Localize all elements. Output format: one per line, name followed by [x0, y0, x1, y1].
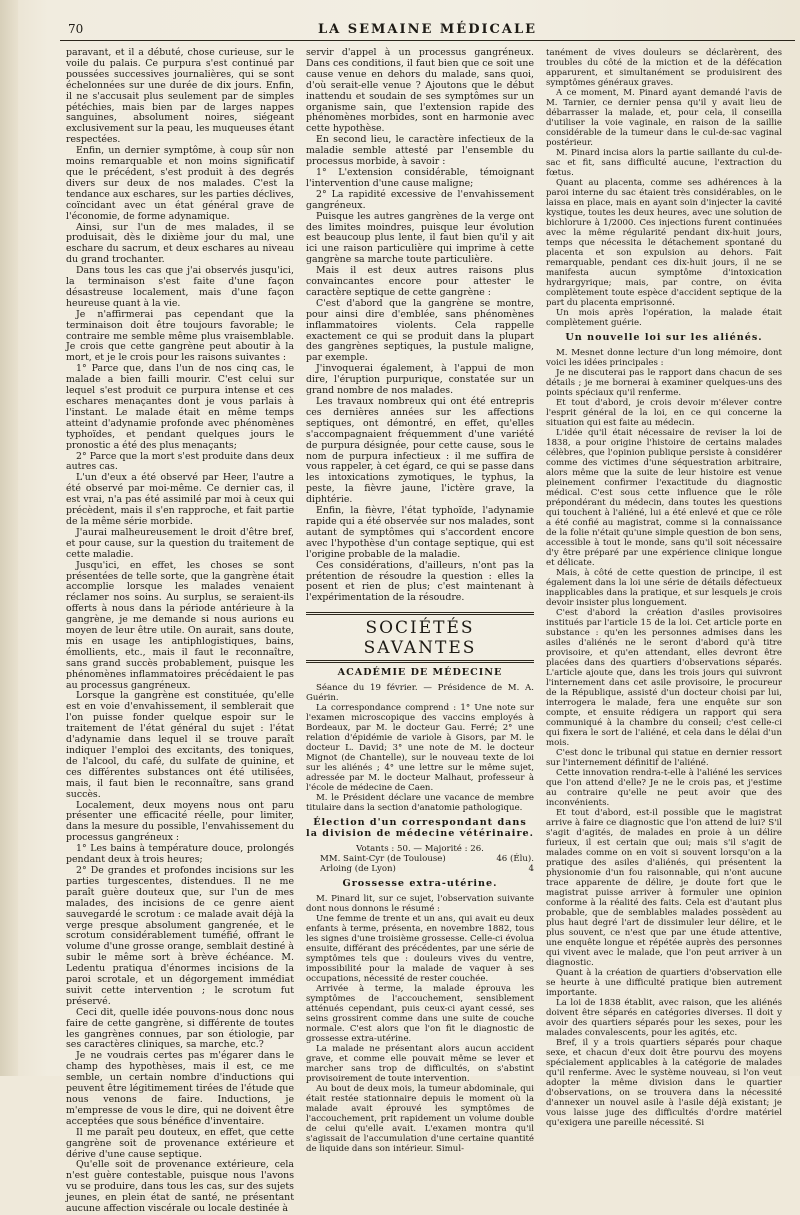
- paragraph: La malade ne présentant alors aucun accident grave, et comme elle pouvait même se lever et marcher sans trop de difficultés, on s'abstint provisoirement de toute intervention.: [306, 1044, 534, 1085]
- paragraph: Une femme de trente et un ans, qui avait eu deux enfants à terme, présenta, en novembre 1882, tous les signes d'une troisième grossesse. Celle-ci évolua ensuite, différant des précédentes, par une série de symptômes tels que : douleurs vives du ventre, impossibilité pour la malade de vaquer à ses occupations, nécessité de rester couchée.: [306, 914, 534, 985]
- paragraph: Bref, il y a trois quartiers séparés pour chaque sexe, et chacun d'eux doit être pourvu des moyens spécialement applicables à la catégorie de malades qu'il renferme. Avec le système nouveau, si l'on veut adopter la même division dans le quartier d'observations, on se trouvera dans la nécessité d'annexer un nouvel asile à l'asile déjà existant; je vous laisse juge des difficultés d'ordre matériel qu'exigera une pareille nécessité. Si: [546, 1038, 782, 1128]
- paragraph: 2° La rapidité excessive de l'envahissement gangréneux.: [306, 188, 534, 211]
- paragraph: Ainsi, sur l'un de mes malades, il se produisait, dès le dixième jour du mal, une eschare du sacrum, et deux eschares au niveau du grand trochanter.: [66, 221, 294, 266]
- column-2: [306, 47, 534, 1155]
- paragraph: 1° Les bains à température douce, prolongés pendant deux à trois heures;: [66, 843, 294, 866]
- paragraph: M. Pinard lit, sur ce sujet, l'observation suivante dont nous donnons le résumé :: [306, 894, 534, 915]
- paragraph: Dans tous les cas que j'ai observés jusqu'ici, la terminaison s'est faite d'une façon désastreuse localement, mais d'une façon heureuse quant à la vie.: [66, 265, 294, 309]
- paragraph: Au bout de deux mois, la tumeur abdominale, qui était restée stationnaire depuis le moment où la malade avait éprouvé les symptômes de l'accouchement, prit rapidement un volume double de celui qu'elle avait. L'examen montra qu'il s'agissait de l'accumulation d'une certaine quantité de liquide dans son intérieur. Simul-: [306, 1084, 534, 1155]
- paragraph: Et tout d'abord, est-il possible que le magistrat arrive à faire ce diagnostic que l'on attend de lui? S'il s'agit d'agités, de malades en proie à un délire furieux, il est certain que oui; mais s'il s'agit de malades comme on en voit si souvent lorsqu'on a la pratique des asiles d'aliénés, qui présentent la physionomie d'un fou raisonnable, qui n'ont aucune trace apparente de délire, je doute fort que le magistrat puisse arriver à formuler une opinion conforme à la réalité des faits. Cela est d'autant plus probable, que de semblables malades possèdent au plus haut degré l'art de dissimuler leur délire, et le plus souvent, ce n'est que par une étude attentive, une enquête longue et répétée auprès des personnes qui vivent avec le malade, que l'on peut arriver à un diagnostic.: [546, 808, 782, 968]
- paragraph: Jusqu'ici, en effet, les choses se sont présentées de telle sorte, que la gangrène était accomplie lorsque les malades venaient réclamer nos soins. Au surplus, se seraient-ils offerts à nous dans la période antérieure à la gangrène, je me demande si nous aurions eu moyen de leur être utile. On aurait, sans doute, mis en usage les antiphlogistiques, bains, émollients, etc., mais il faut le reconnaître, sans grand succès probablement, puisque les phénomènes inflammatoires précédaient le pas au processus gangréneux.: [66, 559, 294, 691]
- votants-line: Votants : 50. — Majorité : 26.: [356, 844, 484, 855]
- paragraph: Un mois après l'opération, la malade était complètement guérie.: [546, 308, 782, 328]
- correspondance-paragraph: La correspondance comprend : 1° Une note sur l'examen microscopique des vaccins employés à Bordeaux, par M. le docteur Gau. Ferré; 2° une relation d'épidémie de variole à Gisors, par M. le docteur L. David; 3° une note de M. le docteur Mignot (de Chantelle), sur le nouveau texte de loi sur les aliénés ; 4° une lettre sur le même sujet, adressée par M. le docteur Malhaut, professeur à l'école de médecine de Caen.: [306, 703, 534, 794]
- vote-count: 4: [528, 864, 534, 875]
- vote-row: [306, 854, 534, 864]
- paragraph: paravant, et il a débuté, chose curieuse, sur le voile du palais. Ce purpura s'est continué par poussées successives journalières, qui se sont échelonnées sur une durée de dix jours. Enfin, il ne s'accusait plus seulement par de simples pétéchies, mais bien par de larges nappes sanguines, absolument noires, siégeant exclusivement sur la peau, les muqueuses étant respectées.: [66, 47, 294, 146]
- vote-name: Arloing (de Lyon): [320, 864, 396, 875]
- paragraph: Enfin, un dernier symptôme, à coup sûr non moins remarquable et non moins significatif que le précédent, s'est produit à des degrés divers sur deux de nos malades. C'est la tendance aux eschares, sur les parties déclives, coïncidant avec un état général grave de l'économie, de forme adynamique.: [66, 145, 294, 222]
- paragraph: L'idée qu'il était nécessaire de reviser la loi de 1838, a pour origine l'histoire de certains malades célèbres, que l'opinion publique persiste à considérer comme des victimes d'une séquestration arbitraire, alors même que la suite de leur histoire est venue pleinement confirmer l'exactitude du diagnostic médical. C'est sous cette influence que le rôle prépondérant du médecin, dans toutes les questions qui touchent à l'aliéné, lui a été enlevé et que ce rôle a été confié au magistrat, comme si la connaissance de la folie n'était qu'une simple question de bon sens, accessible à tout le monde, sans qu'il soit nécessaire d'y être préparé par une expérience clinique longue et délicate.: [546, 428, 782, 568]
- paragraph: Enfin, la fièvre, l'état typhoïde, l'adynamie rapide qui a été observée sur nos malades, sont autant de symptômes qui s'accordent encore avec l'hypothèse d'un contage septique, qui est l'origine probable de la maladie.: [306, 505, 534, 560]
- paragraph: Je ne voudrais certes pas m'égarer dans le champ des hypothèses, mais il est, ce me semble, un certain nombre d'inductions qui peuvent être légitimement tirées de l'étude que nous venons de faire. Inductions, je m'empresse de vous le dire, qui ne doivent être acceptées que sous bénéfice d'inventaire.: [66, 1050, 294, 1127]
- paragraph: Lorsque la gangrène est constituée, qu'elle est en voie d'envahissement, il semblerait que l'on puisse fonder quelque espoir sur le traitement de l'état général du sujet : l'état d'adynamie dans lequel il se trouve paraît indiquer l'emploi des excitants, des toniques, de l'alcool, du café, du sulfate de quinine, et ces différentes substances ont été utilisées, mais, il faut bien le reconnaître, sans grand succès.: [66, 690, 294, 800]
- paragraph: A ce moment, M. Pinard ayant demandé l'avis de M. Tarnier, ce dernier pensa qu'il y avait lieu de débarrasser la malade, et, pour cela, il conseilla d'utiliser la voie vaginale, en raison de la saillie considérable de la tumeur dans le cul-de-sac vaginal postérieur.: [546, 88, 782, 148]
- journal-title: LA SEMAINE MÉDICALE: [317, 22, 538, 37]
- paragraph: Ceci dit, quelle idée pouvons-nous donc nous faire de cette gangrène, si différente de toutes les gangrènes connues, par son étiologie, par ses caractères cliniques, sa marche, etc.?: [66, 1006, 294, 1051]
- president-paragraph: M. le Président déclare une vacance de membre titulaire dans la section d'anatomie pathologique.: [306, 793, 534, 814]
- paragraph: Puisque les autres gangrènes de la verge ont des limites moindres, puisque leur évolution est beaucoup plus lente, il faut bien qu'il y ait ici une raison particulière qui imprime à cette gangrène sa marche toute particulière.: [306, 210, 534, 266]
- paragraph: Je n'affirmerai pas cependant que la terminaison doit être toujours favorable; le contraire me semble même plus vraisemblable. Je crois que cette gangrène peut aboutir à la mort, et je le crois pour les raisons suivantes :: [66, 308, 294, 364]
- vote-count: 46 (Élu).: [496, 854, 534, 865]
- paragraph: M. Pinard incisa alors la partie saillante du cul-de-sac et fit, sans difficulté aucune, l'extraction du fœtus.: [546, 148, 782, 178]
- paragraph: Quant à la création de quartiers d'observation elle se heurte à une difficulté pratique bien autrement importante.: [546, 968, 782, 998]
- paragraph: J'invoquerai également, à l'appui de mon dire, l'éruption purpurique, constatée sur un grand nombre de nos malades.: [306, 363, 534, 397]
- paragraph: Cette innovation rendra-t-elle à l'aliéné les services que l'on attend d'elle? Je ne le crois pas, et j'estime au contraire qu'elle ne peut avoir que des inconvénients.: [546, 768, 782, 808]
- paragraph: Quant au placenta, comme ses adhérences à la paroi interne du sac étaient très considérables, on le laissa en place, mais en ayant soin d'injecter la cavité kystique, toutes les deux heures, avec une solution de bichlorure à 1/2000. Ces injections furent continuées avec la même régularité pendant dix-huit jours, temps que nécessita le détachement spontané du placenta et son expulsion au dehors. Fait remarquable, pendant ces dix-huit jours, il ne se manifesta aucun symptôme d'intoxication hydrargyrique; mais, par contre, on évita complètement toute espèce d'accident septique de la part du placenta emprisonné.: [546, 178, 782, 308]
- paragraph: C'est d'abord la création d'asiles provisoires institués par l'article 15 de la loi. Cet article porte en substance : qu'en les personnes admises dans les asiles d'aliénés ne le seront d'abord qu'à titre provisoire, et qu'en attendant, elles devront être placées dans des quartiers d'observations séparés. L'article ajoute que, dans les trois jours qui suivront l'internement dans cet asile provisoire, le procureur de la République, assisté d'un docteur choisi par lui, interrogera le malade, fera une enquête sur son compte, et ensuite rédigera un rapport qui sera communiqué à la chambre du conseil; c'est celle-ci qui fixera le sort de l'aliéné, et cela dans le délai d'un mois.: [546, 608, 782, 748]
- paragraph: Il me paraît peu douteux, en effet, que cette gangrène soit de provenance extérieure et dérive d'une cause septique.: [66, 1126, 294, 1160]
- page-fold-shadow: [0, 0, 18, 1076]
- paragraph: En second lieu, le caractère infectieux de la maladie semble attesté par l'ensemble du processus morbide, à savoir :: [306, 134, 534, 168]
- column-1: [66, 47, 294, 1215]
- paragraph: Je ne discuterai pas le rapport dans chacun de ses détails ; je me bornerai à examiner quelques-uns des points spéciaux qu'il renferme.: [546, 368, 782, 398]
- paragraph: Arrivée à terme, la malade éprouva les symptômes de l'accouchement, sensiblement atténués cependant, puis ceux-ci ayant cessé, ses seins grossirent comme dans une suite de couche normale. C'est alors que l'on fit le diagnostic de grossesse extra-utérine.: [306, 984, 534, 1045]
- paragraph: servir d'appel à un processus gangréneux. Dans ces conditions, il faut bien que ce soit une cause venue en dehors du malade, sans quoi, d'où serait-elle venue ? Ajoutons que le début inattendu et soudain de ses symptômes sur un organisme sain, que l'extension rapide des phénomènes morbides, sont en harmonie avec cette hypothèse.: [306, 47, 534, 135]
- seance-line: Séance du 19 février. — Présidence de M. A. Guérin.: [306, 683, 534, 704]
- paragraph: C'est donc le tribunal qui statue en dernier ressort sur l'internement définitif de l'aliéné.: [546, 748, 782, 768]
- column-3: [546, 48, 782, 1128]
- page-header: [60, 22, 795, 41]
- paragraph: 2° De grandes et profondes incisions sur les parties turgescentes, distendues. Il ne me paraît guère douteux que, sur l'un de mes malades, des incisions de ce genre aient sauvegardé le scrotum : ce malade avait déjà la verge presque absolument gangrenée, et le scrotum considérablement tuméfié, offrant le volume d'une grosse orange, semblait destiné à subir le même sort à brève échéance. M. Ledentu pratiqua d'énormes incisions de la paroi scrotale, et un dégorgement immédiat suivit cette intervention ; le scrotum fut préservé.: [66, 864, 294, 1007]
- paragraph: M. Mesnet donne lecture d'un long mémoire, dont voici les idées principales :: [546, 348, 782, 368]
- paragraph: 1° L'extension considérable, témoignant l'intervention d'une cause maligne;: [306, 166, 534, 189]
- paragraph: Ces considérations, d'ailleurs, n'ont pas la prétention de résoudre la question : elles la posent et rien de plus; c'est maintenant à l'expérimentation de la résoudre.: [306, 559, 534, 604]
- paragraph: 2° Parce que la mort s'est produite dans deux autres cas.: [66, 450, 294, 473]
- paragraph: L'un d'eux a été observé par Heer, l'autre a été observé par moi-même. Ce dernier cas, il est vrai, n'a pas été assimilé par moi à ceux qui précèdent, mais il s'en rapproche, et fait partie de la même série morbide.: [66, 472, 294, 527]
- paragraph: Qu'elle soit de provenance extérieure, cela n'est guère contestable, puisque nous l'avons vu se produire, dans tous les cas, sur des sujets jeunes, en plein état de santé, ne présentant aucune affection viscérale ou locale destinée à: [66, 1159, 294, 1215]
- alienes-heading: Un nouvelle loi sur les aliénés.: [565, 332, 763, 343]
- page-number: 70: [68, 22, 84, 36]
- paragraph: Localement, deux moyens nous ont paru présenter une efficacité réelle, pour limiter, dans la mesure du possible, l'envahissement du processus gangréneux :: [66, 799, 294, 844]
- vote-row: [306, 864, 534, 874]
- paragraph: La loi de 1838 établit, avec raison, que les aliénés doivent être séparés en catégories diverses. Il doit y avoir des quartiers séparés pour les sexes, pour les malades convalescents, pour les agités, etc.: [546, 998, 782, 1038]
- paragraph: C'est d'abord que la gangrène se montre, pour ainsi dire d'emblée, sans phénomènes inflammatoires violents. Cela rappelle exactement ce qui se produit dans la plupart des gangrènes septiques, la pustule maligne, par exemple.: [306, 297, 534, 364]
- vote-name: MM. Saint-Cyr (de Toulouse): [320, 854, 446, 865]
- paragraph: Et tout d'abord, je crois devoir m'élever contre l'esprit général de la loi, en ce qui concerne la situation qui est faite au médecin.: [546, 398, 782, 428]
- section-heading-societes: SOCIÉTÉS SAVANTES: [306, 612, 534, 663]
- paragraph: Les travaux nombreux qui ont été entrepris ces dernières années sur les affections septiques, ont démontré, en effet, qu'elles s'accompagnaient fréquemment d'une variété de purpura désignée, pour cette cause, sous le nom de purpura infectieux : il me suffira de vous rappeler, à cet égard, ce qui se passe dans les intoxications zymotiques, le typhus, la peste, la fièvre jaune, l'ictère grave, la diphtérie.: [306, 396, 534, 506]
- paragraph: 1° Parce que, dans l'un de nos cinq cas, le malade a bien failli mourir. C'est celui sur lequel s'est produit ce purpura intense et ces eschares menaçantes dont je vous parlais à l'instant. Le malade était en même temps atteint d'adynamie profonde avec phénomènes typhoïdes, et pendant quelques jours le pronostic a été des plus menaçants;: [66, 363, 294, 451]
- paragraph: Mais il est deux autres raisons plus convaincantes encore pour attester le caractère septique de cette gangrène :: [306, 265, 534, 298]
- paragraph: J'aurai malheureusement le droit d'être bref, et pour cause, sur la question du traitement de cette maladie.: [66, 526, 294, 560]
- paragraph: Mais, à côté de cette question de principe, il est également dans la loi une série de détails défectueux inapplicables dans la pratique, et sur lesquels je crois devoir insister plus longuement.: [546, 568, 782, 608]
- election-heading: Élection d'un correspondant dans la division de médecine vétérinaire.: [306, 817, 534, 840]
- grossesse-heading: Grossesse extra-utérine.: [342, 878, 498, 890]
- academy-heading: ACADÉMIE DE MÉDECINE: [337, 667, 503, 679]
- paragraph: tanément de vives douleurs se déclarèrent, des troubles du côté de la miction et de la défécation apparurent, et simultanément se produisirent des symptômes généraux graves.: [546, 48, 782, 88]
